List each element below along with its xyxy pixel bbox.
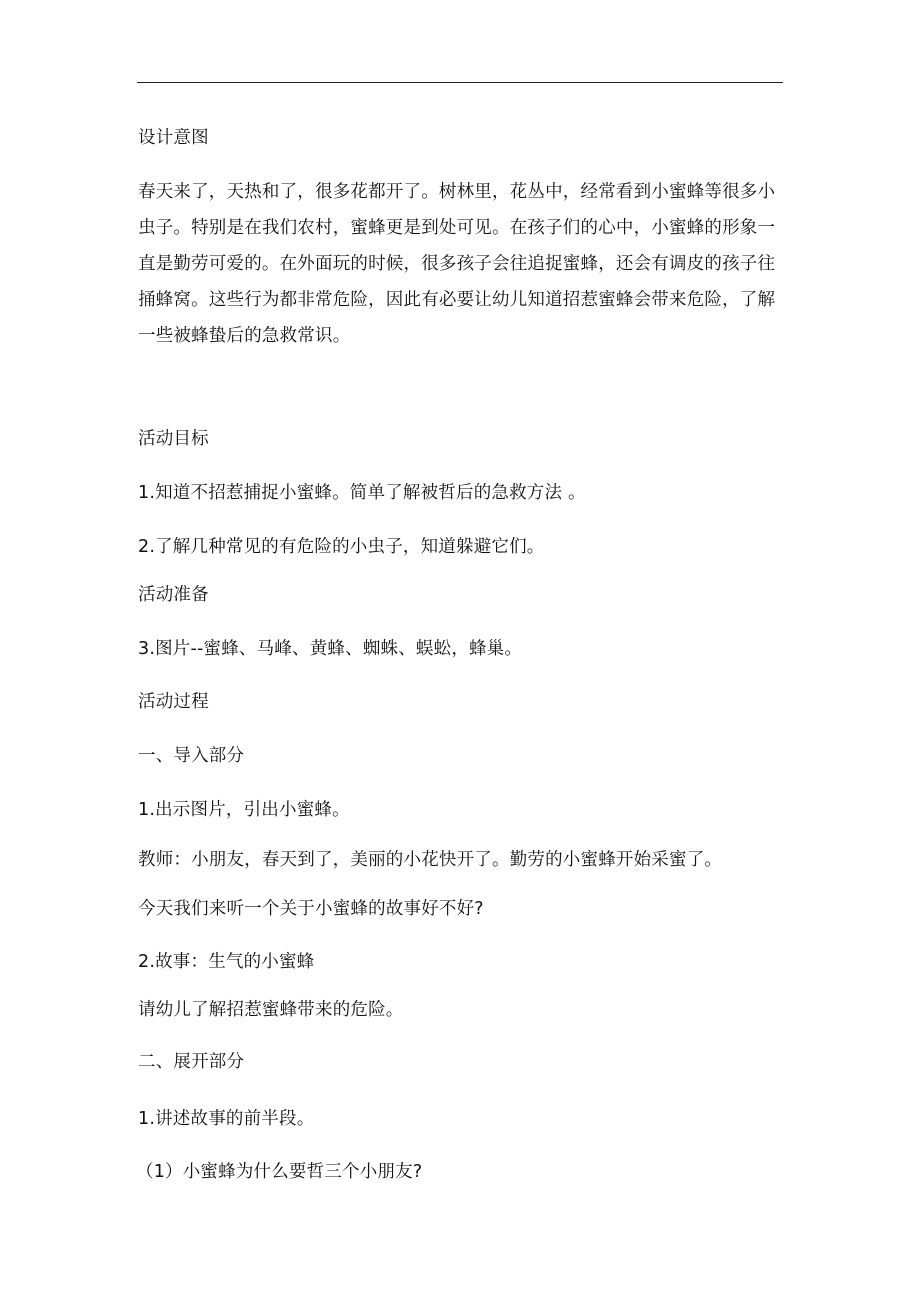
story-question: 今天我们来听一个关于小蜜蜂的故事好不好? <box>138 899 484 919</box>
section-intro-heading: 一、导入部分 <box>138 746 245 766</box>
prep-item-3: 3.图片--蜜蜂、马峰、黄蜂、蜘蛛、蜈蚣，蜂巢。 <box>138 639 523 659</box>
section-develop-heading: 二、展开部分 <box>138 1052 245 1072</box>
header-rule <box>137 82 783 83</box>
heading-activity-goals: 活动目标 <box>138 429 209 449</box>
develop-question-1: （1）小蜜蜂为什么要哲三个小朋友? <box>136 1162 423 1182</box>
design-paragraph-line: 虫子。特别是在我们农村，蜜蜂更是到处可见。在孩子们的心中，小蜜蜂的形象一 <box>138 218 776 238</box>
design-paragraph <box>138 174 786 354</box>
design-paragraph-line: 春天来了，天热和了，很多花都开了。树林里，花丛中，经常看到小蜜蜂等很多小 <box>138 182 776 202</box>
design-paragraph-line: 捅蜂窝。这些行为都非常危险，因此有必要让幼儿知道招惹蜜蜂会带来危险，了解 <box>138 290 776 310</box>
design-paragraph-line: 直是勤劳可爱的。在外面玩的时候，很多孩子会往追捉蜜蜂，还会有调皮的孩子往 <box>138 254 776 274</box>
heading-design-intent: 设计意图 <box>138 128 209 148</box>
heading-activity-prep: 活动准备 <box>138 585 209 605</box>
design-paragraph-line: 一些被蜂蛰后的急救常识。 <box>138 326 351 346</box>
intro-step-2-description: 请幼儿了解招惹蜜蜂带来的危险。 <box>138 1000 404 1020</box>
goal-item-1: 1.知道不招惹捕捉小蜜蜂。简单了解被哲后的急救方法 。 <box>138 483 586 503</box>
intro-step-1: 1.出示图片，引出小蜜蜂。 <box>138 800 350 820</box>
teacher-dialogue: 教师：小朋友，春天到了，美丽的小花快开了。勤劳的小蜜蜂开始采蜜了。 <box>138 850 723 870</box>
heading-activity-process: 活动过程 <box>138 692 209 712</box>
develop-step-1: 1.讲述故事的前半段。 <box>138 1109 315 1129</box>
intro-step-2: 2.故事：生气的小蜜蜂 <box>138 952 315 972</box>
goal-item-2: 2.了解几种常见的有危险的小虫子，知道躲避它们。 <box>138 537 545 557</box>
